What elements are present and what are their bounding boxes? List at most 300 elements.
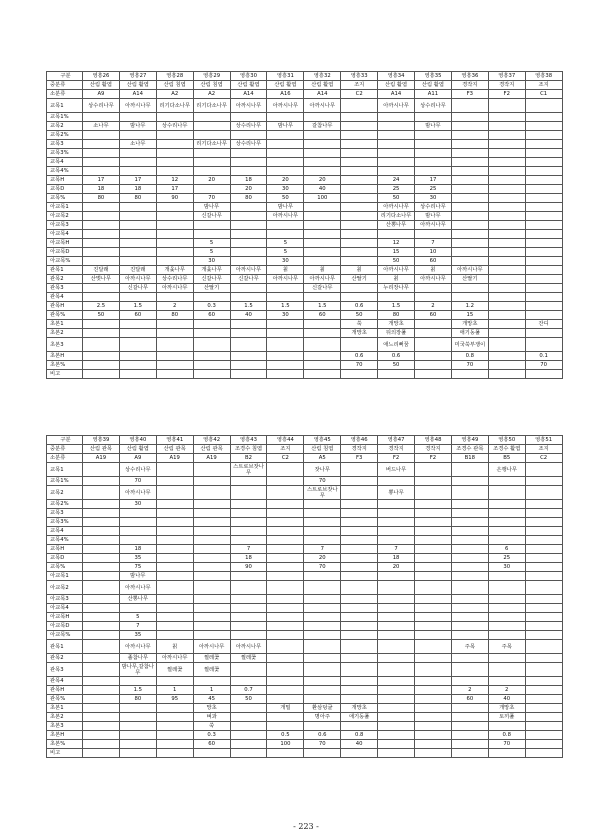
table-cell [451, 613, 488, 622]
row-label: 교목H [47, 545, 83, 554]
table-cell: 경작지 [341, 445, 378, 454]
table-cell [83, 370, 120, 379]
table-cell [451, 722, 488, 731]
table-cell [488, 320, 525, 329]
page-number: - 223 - [293, 822, 319, 831]
table-cell [525, 122, 562, 131]
row-label: 아교목D [47, 622, 83, 631]
table-cell [525, 284, 562, 293]
table-cell: 60 [451, 695, 488, 704]
table-cell [488, 338, 525, 352]
table-cell [341, 293, 378, 302]
table-row [47, 248, 563, 257]
table-cell: 60 [193, 311, 230, 320]
table-cell [415, 527, 452, 536]
table-cell: 1.5 [378, 302, 415, 311]
table-cell: 아까시나무 [267, 99, 304, 113]
table-cell [156, 230, 193, 239]
table-cell [119, 370, 156, 379]
table-cell [415, 113, 452, 122]
table-cell [525, 113, 562, 122]
table-row [47, 167, 563, 176]
table-cell [488, 486, 525, 500]
table-cell [193, 167, 230, 176]
table-cell: 밤나무 [267, 203, 304, 212]
table-cell [267, 563, 304, 572]
table-cell: 산림 관목 [156, 445, 193, 454]
table-cell: 2 [488, 686, 525, 695]
table-cell: 1.2 [451, 302, 488, 311]
table-row [47, 352, 563, 361]
table-cell [83, 749, 120, 758]
table-cell: 30 [267, 185, 304, 194]
table-cell [341, 176, 378, 185]
table-cell [156, 221, 193, 230]
table-cell: 칡 [156, 640, 193, 654]
table-cell: 잔디 [525, 320, 562, 329]
table-cell: 칡 [378, 275, 415, 284]
table-cell: 70 [193, 194, 230, 203]
table-cell [119, 749, 156, 758]
table-cell [304, 686, 341, 695]
table-cell [415, 477, 452, 486]
table-cell [193, 113, 230, 122]
table-cell [267, 221, 304, 230]
table-cell [525, 477, 562, 486]
table-cell: 토끼풀 [488, 713, 525, 722]
row-label: 교목4% [47, 167, 83, 176]
table-cell [156, 167, 193, 176]
table-cell [341, 221, 378, 230]
table-cell [415, 572, 452, 581]
table-cell [119, 536, 156, 545]
table-cell [488, 302, 525, 311]
table-cell [267, 293, 304, 302]
table-cell: 50 [230, 695, 267, 704]
table-cell: 2.5 [83, 302, 120, 311]
table-cell [341, 113, 378, 122]
table-cell [488, 572, 525, 581]
table-cell [341, 486, 378, 500]
table-cell: 아까시나무 [156, 284, 193, 293]
table-cell: 50 [83, 311, 120, 320]
table-cell [415, 663, 452, 677]
table-row [47, 329, 563, 338]
table-cell [525, 613, 562, 622]
table-cell [83, 338, 120, 352]
table-cell [193, 122, 230, 131]
table-cell [304, 221, 341, 230]
table-cell: 찔레꽃 [193, 654, 230, 663]
table-cell: 환삼덩굴 [304, 704, 341, 713]
table-cell: B18 [451, 454, 488, 463]
table-cell: 은행나무 [488, 463, 525, 477]
table-cell [267, 518, 304, 527]
table-cell [83, 527, 120, 536]
table-cell [341, 686, 378, 695]
table-cell [193, 509, 230, 518]
table-cell [488, 212, 525, 221]
table-cell [267, 500, 304, 509]
table-cell [267, 158, 304, 167]
row-label: 초본H [47, 352, 83, 361]
table-cell [415, 749, 452, 758]
table-cell [415, 486, 452, 500]
table-cell: 50 [341, 311, 378, 320]
table-cell [119, 230, 156, 239]
table-cell [83, 463, 120, 477]
table-cell [415, 329, 452, 338]
table-cell: 0.1 [525, 352, 562, 361]
table-cell: 영흥28 [156, 72, 193, 81]
table-cell [119, 113, 156, 122]
table-cell [230, 329, 267, 338]
table-cell: 찔레꽃 [230, 654, 267, 663]
table-cell [267, 722, 304, 731]
row-label: 초본1 [47, 320, 83, 329]
table-cell: 리기다소나무 [193, 99, 230, 113]
table-cell [83, 595, 120, 604]
table-cell [304, 293, 341, 302]
table-cell [119, 518, 156, 527]
table-cell: 80 [378, 311, 415, 320]
row-label: 소분류 [47, 90, 83, 99]
table-cell [525, 149, 562, 158]
table-cell [415, 509, 452, 518]
table-cell [451, 463, 488, 477]
table-cell: 50 [378, 257, 415, 266]
table-cell [378, 731, 415, 740]
row-label: 교목3% [47, 149, 83, 158]
table-cell [267, 361, 304, 370]
table-row [47, 230, 563, 239]
table-cell [378, 518, 415, 527]
table-cell: 밤나무 [119, 122, 156, 131]
table-cell: 12 [378, 239, 415, 248]
table-cell: 조경수 활엽 [488, 445, 525, 454]
table-cell: 상수리나무 [415, 99, 452, 113]
table-cell [230, 722, 267, 731]
table-row [47, 338, 563, 352]
table-cell [119, 704, 156, 713]
table-cell [378, 663, 415, 677]
table-cell [267, 686, 304, 695]
table-cell [119, 329, 156, 338]
table-cell [304, 352, 341, 361]
table-cell [488, 509, 525, 518]
table-cell: 18 [230, 176, 267, 185]
table-cell [193, 185, 230, 194]
table-cell [83, 361, 120, 370]
table-cell [488, 311, 525, 320]
table-cell [304, 370, 341, 379]
table-cell [230, 631, 267, 640]
table-cell [119, 293, 156, 302]
table-cell: 잣나무 [304, 463, 341, 477]
table-cell: 아까시나무 [230, 640, 267, 654]
table-row [47, 176, 563, 185]
table-cell [304, 257, 341, 266]
row-label: 교목4 [47, 158, 83, 167]
table-cell: A14 [304, 90, 341, 99]
table-cell [488, 370, 525, 379]
table-row [47, 631, 563, 640]
table-row [47, 509, 563, 518]
table-cell [341, 463, 378, 477]
table-cell [119, 352, 156, 361]
table-cell [451, 572, 488, 581]
row-label: 교목H [47, 176, 83, 185]
table-cell [156, 713, 193, 722]
table-cell [267, 640, 304, 654]
table-cell [451, 595, 488, 604]
table-cell [304, 320, 341, 329]
table-cell: 영흥27 [119, 72, 156, 81]
table-cell [415, 713, 452, 722]
table-cell [378, 477, 415, 486]
table-cell [156, 731, 193, 740]
table-cell [156, 536, 193, 545]
table-cell [415, 536, 452, 545]
table-cell [83, 500, 120, 509]
table-cell: 찔레꽃 [193, 663, 230, 677]
table-cell [341, 284, 378, 293]
table-cell [83, 203, 120, 212]
table-cell: 0.3 [193, 731, 230, 740]
table-row [47, 677, 563, 686]
table-cell [378, 167, 415, 176]
table-cell [341, 695, 378, 704]
table-cell: 5 [267, 239, 304, 248]
table-cell: 2 [156, 302, 193, 311]
table-cell [230, 518, 267, 527]
table-cell [83, 613, 120, 622]
table-cell: 60 [304, 311, 341, 320]
table-cell [341, 581, 378, 595]
table-cell [488, 293, 525, 302]
table-cell [488, 158, 525, 167]
table-cell: 아까시나무 [378, 203, 415, 212]
table-cell [451, 527, 488, 536]
table-cell: 신갈나무 [193, 275, 230, 284]
table-cell: 산림 활엽 [415, 81, 452, 90]
table-cell [230, 477, 267, 486]
table-cell [415, 677, 452, 686]
table-cell [525, 622, 562, 631]
table-cell [415, 622, 452, 631]
table-cell [525, 338, 562, 352]
table-row [47, 486, 563, 500]
table-cell [230, 581, 267, 595]
table-cell: A9 [83, 90, 120, 99]
table-cell [451, 248, 488, 257]
table-cell [304, 329, 341, 338]
table-cell: A19 [193, 454, 230, 463]
table-row [47, 284, 563, 293]
table-cell [451, 749, 488, 758]
table-cell [415, 581, 452, 595]
table-cell [488, 329, 525, 338]
table-cell: 상수리나무 [415, 203, 452, 212]
table-cell [304, 536, 341, 545]
table-cell [193, 581, 230, 595]
table-cell: 80 [83, 194, 120, 203]
table-cell [415, 361, 452, 370]
table-cell [451, 284, 488, 293]
table-cell [193, 518, 230, 527]
table-cell [193, 527, 230, 536]
table-cell [267, 167, 304, 176]
table-cell [83, 167, 120, 176]
table-cell [230, 167, 267, 176]
table-cell: 6 [488, 545, 525, 554]
row-label: 교목% [47, 194, 83, 203]
table-cell: A2 [193, 90, 230, 99]
table-cell: 신갈나무 [304, 284, 341, 293]
row-label: 교목2% [47, 131, 83, 140]
row-label: 초본2 [47, 329, 83, 338]
table-cell [341, 722, 378, 731]
table-row [47, 72, 563, 81]
table-cell [525, 329, 562, 338]
table-cell [415, 370, 452, 379]
table-cell [525, 518, 562, 527]
table-cell [451, 704, 488, 713]
table-cell: 조경수 관목 [451, 445, 488, 454]
table-cell [267, 554, 304, 563]
table-cell: 0.6 [341, 302, 378, 311]
table-cell [415, 518, 452, 527]
table-row [47, 436, 563, 445]
table-cell [193, 500, 230, 509]
table-cell: 밤나무,갈참나무 [119, 663, 156, 677]
table-cell: 졸참나무 [119, 654, 156, 663]
table-cell [304, 722, 341, 731]
table-cell [451, 731, 488, 740]
table-cell [267, 536, 304, 545]
table-cell [304, 167, 341, 176]
table-cell [451, 370, 488, 379]
row-label: 교목1% [47, 113, 83, 122]
table-cell [525, 731, 562, 740]
row-label: 비고 [47, 749, 83, 758]
table-cell [193, 622, 230, 631]
table-cell [230, 731, 267, 740]
table-cell [378, 113, 415, 122]
table-cell [525, 239, 562, 248]
table-cell: F2 [415, 454, 452, 463]
table-cell [193, 545, 230, 554]
table-cell [83, 604, 120, 613]
table-cell [304, 595, 341, 604]
table-cell: 벼과 [193, 713, 230, 722]
table-cell [415, 140, 452, 149]
table-cell: F2 [378, 454, 415, 463]
table-row [47, 293, 563, 302]
table-cell [525, 704, 562, 713]
table-cell [83, 221, 120, 230]
table-cell [267, 545, 304, 554]
table-cell: 95 [156, 695, 193, 704]
table-cell [230, 572, 267, 581]
table-row [47, 663, 563, 677]
table-cell: 개망초 [341, 329, 378, 338]
table-cell [156, 722, 193, 731]
table-cell [451, 203, 488, 212]
table-cell: 영흥35 [415, 72, 452, 81]
table-cell [525, 581, 562, 595]
table-cell [341, 640, 378, 654]
table-cell: 5 [193, 239, 230, 248]
table-cell: 리기다소나무 [193, 140, 230, 149]
table-cell: 아까시나무 [230, 99, 267, 113]
table-cell: 70 [341, 361, 378, 370]
table-cell [415, 686, 452, 695]
table-cell: 5 [267, 248, 304, 257]
table-cell [119, 527, 156, 536]
table-cell [230, 749, 267, 758]
table-cell: 1.5 [119, 686, 156, 695]
table-cell: 소나무 [119, 140, 156, 149]
table-cell [488, 230, 525, 239]
row-label: 교목% [47, 563, 83, 572]
table-cell [341, 338, 378, 352]
table-cell: 상수리나무 [156, 275, 193, 284]
row-label: 아교목% [47, 631, 83, 640]
table-cell [451, 176, 488, 185]
table-cell [119, 509, 156, 518]
table-cell [341, 527, 378, 536]
table-cell [193, 221, 230, 230]
table-cell [451, 167, 488, 176]
table-cell [304, 695, 341, 704]
table-cell [451, 158, 488, 167]
table-cell: 60 [415, 257, 452, 266]
table-cell: 25 [415, 185, 452, 194]
table-cell [488, 613, 525, 622]
table-cell [83, 722, 120, 731]
table-cell: 산뽕나무 [119, 595, 156, 604]
table-cell [415, 704, 452, 713]
table-cell: C2 [341, 90, 378, 99]
table-cell [341, 663, 378, 677]
table-cell [304, 158, 341, 167]
row-label: 교목4 [47, 527, 83, 536]
table-cell [156, 545, 193, 554]
table-row [47, 463, 563, 477]
table-row [47, 81, 563, 90]
row-label: 초본% [47, 361, 83, 370]
table-cell: 20 [267, 176, 304, 185]
table-cell [83, 563, 120, 572]
table-row [47, 713, 563, 722]
table-cell [156, 463, 193, 477]
row-label: 교목1 [47, 463, 83, 477]
table-cell: 80 [119, 194, 156, 203]
table-cell [156, 361, 193, 370]
row-label: 초본H [47, 731, 83, 740]
table-cell [267, 352, 304, 361]
table-cell [525, 677, 562, 686]
table-cell [83, 149, 120, 158]
row-label: 관목3 [47, 284, 83, 293]
table-cell [267, 581, 304, 595]
table-cell: 애느리뻐꿈 [378, 338, 415, 352]
table-cell: 60 [415, 311, 452, 320]
table-cell [415, 293, 452, 302]
table-cell [193, 536, 230, 545]
table-cell [451, 194, 488, 203]
